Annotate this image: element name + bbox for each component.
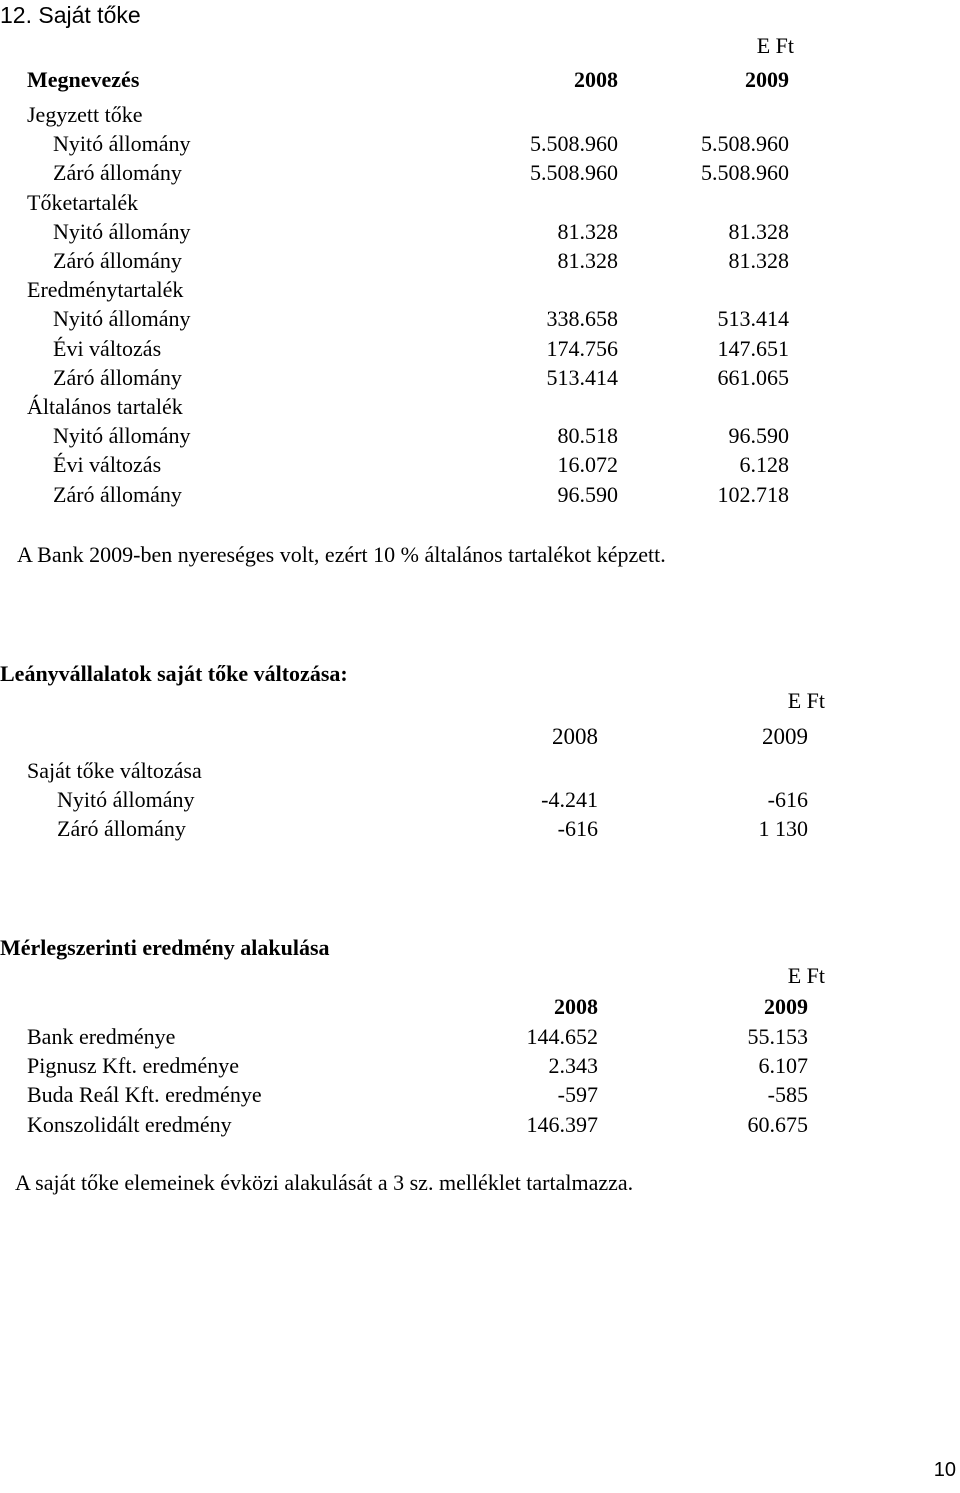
page-number: 10 xyxy=(933,1459,956,1481)
row-label: Záró állomány xyxy=(53,248,182,273)
value-2009: 6.128 xyxy=(739,452,789,478)
value-2008: -597 xyxy=(557,1082,598,1108)
value-2009: 661.065 xyxy=(717,364,789,390)
value-2009: 81.328 xyxy=(728,248,789,273)
column-header-2008: 2008 xyxy=(574,67,618,92)
section-heading: 12. Saját tőke xyxy=(0,2,141,28)
unit-label: E Ft xyxy=(787,688,825,713)
reserve-note: A Bank 2009-ben nyereséges volt, ezért 10 % általános tartalékot képzett. xyxy=(17,542,666,567)
row-label: Jegyzett tőke xyxy=(27,102,143,127)
unit-label: E Ft xyxy=(756,33,794,58)
value-2008: 81.328 xyxy=(557,248,618,273)
row-label: Általános tartalék xyxy=(27,394,183,419)
value-2009: 5.508.960 xyxy=(701,160,789,186)
row-label: Záró állomány xyxy=(57,816,186,842)
annex-note: A saját tőke elemeinek évközi alakulását a 3 sz. melléklet tartalmazza. xyxy=(15,1170,634,1195)
column-header-2008: 2008 xyxy=(554,994,598,1019)
row-label: Évi változás xyxy=(53,335,162,361)
column-header-2008: 2008 xyxy=(552,724,598,749)
row-label: Nyitó állomány xyxy=(53,306,191,332)
row-label: Bank eredménye xyxy=(27,1024,176,1049)
value-2008: -616 xyxy=(557,816,598,842)
row-label: Nyitó állomány xyxy=(53,423,191,449)
row-label: Pignusz Kft. eredménye xyxy=(27,1053,239,1079)
subsidiaries-title: Leányvállalatok saját tőke változása: xyxy=(0,661,348,686)
row-label: Eredménytartalék xyxy=(27,277,184,303)
row-label: Saját tőke változása xyxy=(27,758,202,783)
column-header-name: Megnevezés xyxy=(27,67,140,92)
value-2009: 6.107 xyxy=(758,1053,808,1079)
value-2009: 96.590 xyxy=(728,423,789,449)
row-label: Nyitó állomány xyxy=(57,787,195,813)
value-2008: 96.590 xyxy=(557,481,618,507)
value-2009: 55.153 xyxy=(747,1024,808,1049)
value-2008: 5.508.960 xyxy=(530,131,618,157)
row-label: Nyitó állomány xyxy=(53,131,191,157)
value-2008: 174.756 xyxy=(546,335,618,361)
value-2008: 2.343 xyxy=(548,1053,598,1079)
row-label: Buda Reál Kft. eredménye xyxy=(27,1082,262,1108)
row-label: Záró állomány xyxy=(53,160,182,186)
row-label: Tőketartalék xyxy=(27,189,139,215)
row-label: Évi változás xyxy=(53,452,162,478)
value-2009: -616 xyxy=(767,787,808,813)
value-2009: 5.508.960 xyxy=(701,131,789,157)
value-2009: 1 130 xyxy=(758,816,808,842)
row-label: Konszolidált eredmény xyxy=(27,1111,232,1137)
column-header-2009: 2009 xyxy=(762,724,808,749)
value-2008: 16.072 xyxy=(557,452,618,478)
value-2008: 80.518 xyxy=(557,423,618,449)
value-2009: 102.718 xyxy=(717,481,789,507)
row-label: Záró állomány xyxy=(53,481,182,507)
value-2009: 147.651 xyxy=(717,335,789,361)
value-2008: -4.241 xyxy=(541,787,598,813)
row-label: Záró állomány xyxy=(53,364,182,390)
value-2008: 146.397 xyxy=(526,1111,598,1137)
value-2008: 5.508.960 xyxy=(530,160,618,186)
profit-title: Mérlegszerinti eredmény alakulása xyxy=(0,935,330,960)
unit-label: E Ft xyxy=(787,963,825,988)
value-2008: 338.658 xyxy=(546,306,618,332)
value-2008: 144.652 xyxy=(526,1024,598,1049)
value-2009: 81.328 xyxy=(728,218,789,244)
row-label: Nyitó állomány xyxy=(53,218,191,244)
column-header-2009: 2009 xyxy=(764,994,808,1019)
value-2009: 60.675 xyxy=(747,1111,808,1137)
value-2009: -585 xyxy=(767,1082,808,1108)
value-2008: 513.414 xyxy=(546,364,618,390)
column-header-2009: 2009 xyxy=(745,67,789,92)
value-2009: 513.414 xyxy=(717,306,789,332)
value-2008: 81.328 xyxy=(557,218,618,244)
